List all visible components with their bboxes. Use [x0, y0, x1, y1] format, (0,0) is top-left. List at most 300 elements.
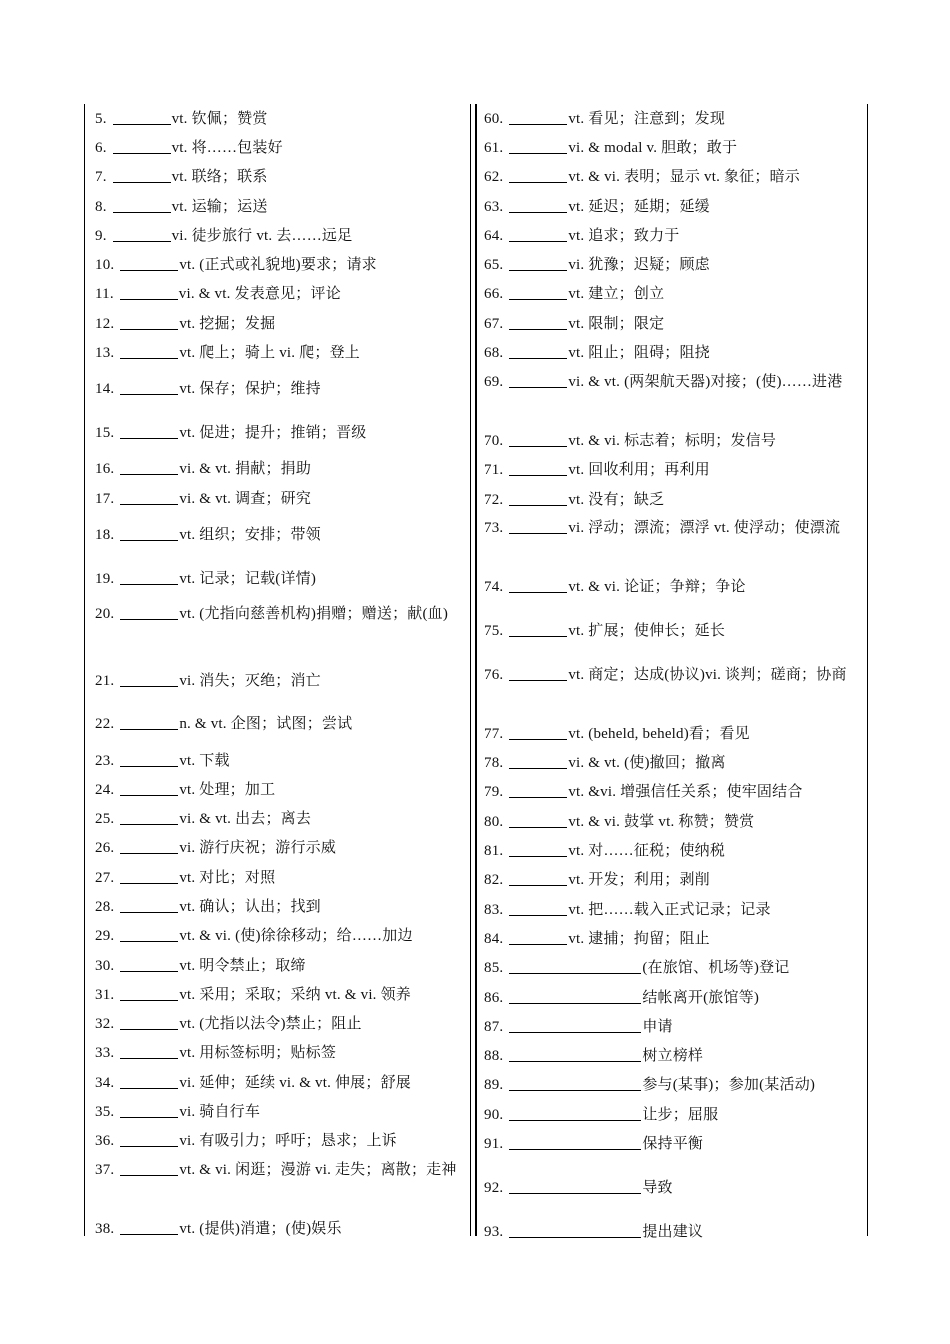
- answer-blank[interactable]: [120, 1219, 178, 1235]
- item-number: 64.: [484, 227, 504, 244]
- item-number: 69.: [484, 373, 504, 390]
- answer-blank[interactable]: [509, 518, 567, 534]
- vocab-item: [484, 749, 861, 778]
- item-definition: vi. & vt. 捐献；捐助: [179, 461, 312, 478]
- vocab-line: [484, 1071, 815, 1099]
- answer-blank[interactable]: [120, 838, 178, 854]
- item-definition: vt. 处理；加工: [179, 781, 276, 798]
- item-number: 33.: [95, 1045, 115, 1062]
- vocab-line: [484, 339, 710, 367]
- answer-blank[interactable]: [120, 459, 178, 475]
- vocab-item: [95, 863, 473, 892]
- vocab-item: [95, 746, 473, 775]
- answer-blank[interactable]: [120, 1160, 178, 1176]
- vocab-item: [484, 836, 861, 865]
- item-number: 26.: [95, 840, 115, 857]
- item-definition: 参与(某事)；参加(某活动): [642, 1077, 816, 1094]
- answer-blank[interactable]: [509, 753, 567, 769]
- item-number: 73.: [484, 520, 504, 537]
- item-number: 79.: [484, 784, 504, 801]
- item-definition: vt. 扩展；使伸长；延长: [568, 623, 726, 640]
- vocab-item: [95, 1010, 473, 1039]
- answer-blank[interactable]: [120, 868, 178, 884]
- vocab-item: [95, 484, 473, 513]
- item-definition: vt. (尤指以法令)禁止；阻止: [179, 1016, 362, 1033]
- item-number: 24.: [95, 781, 115, 798]
- item-number: 90.: [484, 1106, 504, 1123]
- answer-blank[interactable]: [509, 988, 641, 1004]
- vocab-line: [484, 163, 800, 191]
- item-number: 81.: [484, 843, 504, 860]
- answer-blank[interactable]: [120, 809, 178, 825]
- vocab-line: [95, 419, 366, 447]
- answer-blank[interactable]: [113, 197, 171, 213]
- answer-blank[interactable]: [120, 1102, 178, 1118]
- item-number: 30.: [95, 957, 115, 974]
- answer-blank[interactable]: [509, 812, 567, 828]
- answer-blank[interactable]: [509, 782, 567, 798]
- vocab-item: [95, 557, 473, 601]
- answer-blank[interactable]: [113, 109, 171, 125]
- item-number: 87.: [484, 1018, 504, 1035]
- answer-blank[interactable]: [120, 525, 178, 541]
- item-number: 35.: [95, 1104, 115, 1121]
- vocab-line: [484, 222, 679, 250]
- vocab-item: [95, 1097, 473, 1126]
- answer-blank[interactable]: [120, 1014, 178, 1030]
- vocab-item: [95, 411, 473, 455]
- vocab-item: [484, 983, 861, 1012]
- vocab-item: [95, 368, 473, 412]
- vocab-line: [484, 1101, 718, 1129]
- vocab-item: [95, 455, 473, 484]
- vocab-item: [484, 426, 861, 455]
- vocab-line: [484, 1042, 703, 1070]
- vocab-item: [95, 659, 473, 703]
- item-number: 15.: [95, 424, 115, 441]
- item-number: 62.: [484, 169, 504, 186]
- item-number: 31.: [95, 986, 115, 1003]
- item-number: 85.: [484, 960, 504, 977]
- item-number: 14.: [95, 381, 115, 398]
- item-definition: vi. 浮动；漂流；漂浮 vt. 使浮动；使漂流: [568, 520, 841, 537]
- vocab-item: [95, 922, 473, 951]
- vocab-line: [95, 455, 311, 483]
- vocab-line: [484, 427, 776, 455]
- vocab-line: [95, 280, 341, 308]
- item-definition: 树立榜样: [642, 1048, 704, 1065]
- vocab-item: [484, 104, 861, 133]
- vocab-item: [484, 309, 861, 338]
- vocab-item: [95, 513, 473, 557]
- item-definition: vt. (尤指向慈善机构)捐赠；赠送；献(血): [179, 606, 449, 623]
- vocab-line: [95, 667, 321, 695]
- answer-blank[interactable]: [113, 138, 171, 154]
- answer-blank[interactable]: [120, 985, 178, 1001]
- item-definition: vt. 钦佩；赞赏: [171, 110, 268, 127]
- item-definition: vt. 回收利用；再利用: [568, 462, 710, 479]
- item-number: 91.: [484, 1136, 504, 1153]
- answer-blank[interactable]: [120, 956, 178, 972]
- item-number: 84.: [484, 930, 504, 947]
- answer-blank[interactable]: [120, 897, 178, 913]
- item-number: 20.: [95, 606, 115, 623]
- vocab-line: [95, 1162, 457, 1178]
- item-definition: vi. & vt. 发表意见；评论: [178, 286, 341, 303]
- item-definition: vt. 限制；限定: [568, 315, 665, 332]
- item-definition: vt. 商定；达成(协议)vi. 谈判；磋商；协商: [568, 666, 847, 683]
- answer-blank[interactable]: [509, 167, 567, 183]
- answer-blank[interactable]: [509, 900, 567, 916]
- item-number: 67.: [484, 315, 504, 332]
- vocab-line: [95, 922, 413, 950]
- item-number: 38.: [95, 1221, 115, 1238]
- item-definition: vt. 逮捕；拘留；阻止: [568, 930, 710, 947]
- left-column: [84, 104, 473, 1236]
- answer-blank[interactable]: [509, 197, 567, 213]
- vocab-item: [484, 514, 861, 573]
- vocab-line: [484, 866, 710, 894]
- item-number: 8.: [95, 198, 107, 215]
- vocab-item: [484, 1129, 861, 1158]
- item-definition: vt. & vi. 表明；显示 vt. 象征；暗示: [568, 169, 800, 186]
- item-number: 88.: [484, 1048, 504, 1065]
- vocab-line: [484, 778, 803, 806]
- item-definition: 结帐离开(旅馆等): [642, 989, 760, 1006]
- vocab-line: [95, 163, 268, 191]
- vocab-item: [484, 368, 861, 427]
- item-number: 7.: [95, 169, 107, 186]
- item-definition: vt. 阻止；阻碍；阻挠: [568, 345, 710, 362]
- vocab-line: [484, 925, 710, 953]
- vocab-item: [95, 702, 473, 746]
- vocab-item: [95, 133, 473, 162]
- answer-blank[interactable]: [120, 255, 178, 271]
- vocab-line: [484, 954, 790, 982]
- answer-blank[interactable]: [509, 724, 567, 740]
- item-number: 25.: [95, 811, 115, 828]
- answer-blank[interactable]: [509, 841, 567, 857]
- vocab-item: [95, 192, 473, 221]
- vocab-line: [95, 310, 275, 338]
- answer-blank[interactable]: [509, 1046, 641, 1062]
- vocab-line: [95, 747, 230, 775]
- item-definition: vt. 明令禁止；取缔: [179, 957, 306, 974]
- vocab-item: [95, 104, 473, 133]
- answer-blank[interactable]: [120, 751, 178, 767]
- answer-blank[interactable]: [120, 671, 178, 687]
- vocab-line: [484, 105, 725, 133]
- item-definition: vt. (提供)消遣；(使)娱乐: [179, 1221, 342, 1238]
- item-definition: vt. 爬上；骑上 vi. 爬；登上: [179, 345, 360, 362]
- answer-blank[interactable]: [120, 569, 178, 585]
- item-number: 19.: [95, 570, 115, 587]
- item-definition: vt. 下载: [179, 752, 230, 769]
- item-definition: (在旅馆、机场等)登记: [642, 960, 790, 977]
- item-definition: vt. 把……载入正式记录；记录: [568, 901, 771, 918]
- vocab-line: [95, 606, 448, 622]
- vocab-line: [95, 805, 311, 833]
- answer-blank[interactable]: [509, 1134, 641, 1150]
- item-number: 10.: [95, 257, 115, 274]
- answer-blank[interactable]: [509, 958, 641, 974]
- answer-blank[interactable]: [509, 314, 567, 330]
- vocab-item: [484, 280, 861, 309]
- item-definition: 申请: [642, 1018, 673, 1035]
- vocab-item: [484, 192, 861, 221]
- item-definition: vt. 促进；提升；推销；晋级: [179, 424, 367, 441]
- answer-blank[interactable]: [120, 926, 178, 942]
- answer-blank[interactable]: [120, 423, 178, 439]
- vocab-line: [484, 1130, 703, 1158]
- vocab-line: [95, 952, 306, 980]
- right-item-list: [484, 104, 861, 1247]
- vocab-item: [484, 573, 861, 602]
- answer-blank[interactable]: [120, 1131, 178, 1147]
- answer-blank[interactable]: [509, 284, 567, 300]
- item-definition: vt. 组织；安排；带领: [179, 527, 321, 544]
- item-definition: vt. 运输；运送: [171, 198, 268, 215]
- vocab-line: [95, 1039, 336, 1067]
- answer-blank[interactable]: [120, 714, 178, 730]
- item-definition: 让步；屈服: [642, 1106, 719, 1123]
- item-number: 68.: [484, 345, 504, 362]
- vocab-item: [95, 1156, 473, 1215]
- answer-blank[interactable]: [509, 490, 567, 506]
- item-number: 77.: [484, 725, 504, 742]
- vocab-line: [95, 105, 268, 133]
- item-definition: vt. 建立；创立: [568, 286, 665, 303]
- answer-blank[interactable]: [120, 1073, 178, 1089]
- item-definition: vt. 确认；认出；找到: [179, 898, 321, 915]
- item-number: 86.: [484, 989, 504, 1006]
- vocab-line: [95, 251, 377, 279]
- item-definition: vt. & vi. 论证；争辩；争论: [568, 579, 746, 596]
- item-number: 71.: [484, 462, 504, 479]
- vocab-item: [484, 250, 861, 279]
- item-definition: vt. 没有；缺乏: [568, 491, 665, 508]
- vocab-item: [95, 600, 473, 659]
- item-number: 34.: [95, 1074, 115, 1091]
- right-column: [476, 104, 868, 1240]
- vocab-item: [95, 834, 473, 863]
- item-definition: vi. 游行庆祝；游行示威: [179, 840, 337, 857]
- answer-blank[interactable]: [113, 167, 171, 183]
- item-number: 72.: [484, 491, 504, 508]
- vocab-item: [95, 1215, 473, 1244]
- item-number: 9.: [95, 227, 107, 244]
- answer-blank[interactable]: [120, 379, 178, 395]
- item-number: 65.: [484, 257, 504, 274]
- left-item-list: [95, 104, 473, 1244]
- item-number: 23.: [95, 752, 115, 769]
- answer-blank[interactable]: [509, 1017, 641, 1033]
- answer-blank[interactable]: [120, 489, 178, 505]
- item-definition: vt. & vi. 鼓掌 vt. 称赞；赞赏: [568, 813, 755, 830]
- answer-blank[interactable]: [509, 460, 567, 476]
- vocab-line: [95, 339, 360, 367]
- item-number: 21.: [95, 672, 115, 689]
- vocab-line: [484, 667, 847, 683]
- item-number: 60.: [484, 110, 504, 127]
- item-definition: vt. 延迟；延期；延缓: [568, 198, 710, 215]
- item-definition: vi. 骑自行车: [179, 1104, 261, 1121]
- item-number: 80.: [484, 813, 504, 830]
- vocab-item: [484, 866, 861, 895]
- item-number: 29.: [95, 928, 115, 945]
- answer-blank[interactable]: [509, 621, 567, 637]
- answer-blank[interactable]: [120, 780, 178, 796]
- answer-blank[interactable]: [509, 343, 567, 359]
- vocab-item: [484, 133, 861, 162]
- vocab-item: [95, 221, 473, 250]
- item-number: 92.: [484, 1179, 504, 1196]
- answer-blank[interactable]: [509, 109, 567, 125]
- vocab-item: [95, 1127, 473, 1156]
- answer-blank[interactable]: [509, 372, 567, 388]
- item-definition: vi. & modal v. 胆敢；敢于: [568, 139, 738, 156]
- item-definition: vi. & vt. 出去；离去: [179, 811, 312, 828]
- item-definition: n. & vt. 企图；试图；尝试: [179, 716, 353, 733]
- vocab-line: [484, 456, 710, 484]
- answer-blank[interactable]: [509, 1222, 641, 1238]
- vocab-item: [95, 250, 473, 279]
- item-number: 18.: [95, 527, 115, 544]
- item-definition: vt. & vi. 闲逛；漫游 vi. 走失；离散；走神: [179, 1162, 457, 1179]
- item-definition: vt. (正式或礼貌地)要求；请求: [179, 257, 377, 274]
- vocab-line: [484, 193, 710, 221]
- vocab-line: [95, 375, 321, 403]
- item-number: 63.: [484, 198, 504, 215]
- vocab-item: [95, 804, 473, 833]
- item-definition: vt. 记录；记载(详情): [179, 570, 317, 587]
- vocab-line: [95, 864, 275, 892]
- vocab-line: [95, 193, 268, 221]
- answer-blank[interactable]: [509, 431, 567, 447]
- vocab-item: [484, 924, 861, 953]
- answer-blank[interactable]: [120, 343, 178, 359]
- vocab-item: [484, 602, 861, 661]
- answer-blank[interactable]: [509, 1178, 641, 1194]
- item-number: 89.: [484, 1077, 504, 1094]
- item-number: 75.: [484, 623, 504, 640]
- vocab-item: [484, 661, 861, 720]
- vocab-item: [484, 163, 861, 192]
- vocab-item: [95, 1039, 473, 1068]
- item-number: 76.: [484, 666, 504, 683]
- vocab-line: [484, 310, 664, 338]
- vocab-item: [95, 163, 473, 192]
- item-definition: vi. & vt. 调查；研究: [179, 490, 312, 507]
- vocab-item: [484, 1042, 861, 1071]
- answer-blank[interactable]: [509, 255, 567, 271]
- item-definition: 提出建议: [642, 1223, 704, 1240]
- item-definition: vi. 消失；灭绝；消亡: [179, 672, 321, 689]
- vocab-item: [95, 980, 473, 1009]
- answer-blank[interactable]: [509, 929, 567, 945]
- item-number: 28.: [95, 898, 115, 915]
- vocab-line: [95, 1098, 260, 1126]
- vocab-line: [95, 485, 311, 513]
- vocab-item: [95, 951, 473, 980]
- answer-blank[interactable]: [120, 284, 178, 300]
- item-number: 5.: [95, 110, 107, 127]
- vocab-line: [484, 374, 842, 390]
- item-number: 70.: [484, 432, 504, 449]
- answer-blank[interactable]: [509, 138, 567, 154]
- item-number: 27.: [95, 869, 115, 886]
- item-definition: vi. & vt. (使)撤回；撤离: [568, 755, 726, 772]
- item-definition: 保持平衡: [642, 1136, 704, 1153]
- item-number: 93.: [484, 1223, 504, 1240]
- vocab-line: [484, 617, 725, 645]
- answer-blank[interactable]: [509, 226, 567, 242]
- vocab-item: [95, 775, 473, 804]
- item-definition: vi. 延伸；延续 vi. & vt. 伸展；舒展: [179, 1074, 411, 1091]
- answer-blank[interactable]: [509, 1105, 641, 1121]
- item-definition: vt. 对比；对照: [179, 869, 276, 886]
- vocab-line: [95, 893, 321, 921]
- answer-blank[interactable]: [509, 665, 567, 681]
- item-definition: vi. & vt. (两架航天器)对接；(使)……进港: [568, 373, 843, 390]
- item-definition: vi. 徒步旅行 vt. 去……远足: [171, 227, 353, 244]
- item-number: 17.: [95, 490, 115, 507]
- item-definition: vt. & vi. (使)徐徐移动；给……加边: [179, 928, 413, 945]
- vocab-line: [484, 134, 737, 162]
- item-definition: vt. 看见；注意到；发现: [568, 110, 726, 127]
- vocab-line: [95, 1010, 362, 1038]
- answer-blank[interactable]: [120, 314, 178, 330]
- answer-blank[interactable]: [509, 577, 567, 593]
- vocab-line: [95, 981, 411, 1009]
- vocab-line: [95, 776, 275, 804]
- item-definition: vt. 保存；保护；维持: [179, 381, 321, 398]
- item-definition: 导致: [642, 1179, 673, 1196]
- vocab-line: [484, 984, 759, 1012]
- answer-blank[interactable]: [509, 870, 567, 886]
- answer-blank[interactable]: [120, 1043, 178, 1059]
- item-definition: vt. & vi. 标志着；标明；发信号: [568, 432, 777, 449]
- item-definition: vt. 对……征税；使纳税: [568, 843, 726, 860]
- vocab-item: [484, 1159, 861, 1218]
- vocab-item: [95, 1068, 473, 1097]
- item-definition: vt. &vi. 增强信任关系；使牢固结合: [568, 784, 803, 801]
- vocabulary-worksheet: [84, 104, 866, 1240]
- vocab-line: [484, 1013, 673, 1041]
- answer-blank[interactable]: [113, 226, 171, 242]
- vocab-item: [95, 309, 473, 338]
- vocab-line: [484, 520, 840, 536]
- vocab-line: [484, 896, 771, 924]
- vocab-item: [95, 338, 473, 367]
- item-definition: vt. 开发；利用；剥削: [568, 872, 710, 889]
- vocab-line: [484, 749, 726, 777]
- vocab-item: [484, 221, 861, 250]
- item-number: 36.: [95, 1133, 115, 1150]
- vocab-item: [95, 892, 473, 921]
- vocab-line: [484, 280, 664, 308]
- answer-blank[interactable]: [509, 1075, 641, 1091]
- answer-blank[interactable]: [120, 604, 178, 620]
- item-definition: vi. 犹豫；迟疑；顾虑: [568, 257, 710, 274]
- vocab-item: [484, 456, 861, 485]
- vocab-line: [484, 1174, 673, 1202]
- vocab-line: [95, 834, 336, 862]
- item-definition: vt. 采用；采取；采纳 vt. & vi. 领养: [179, 986, 411, 1003]
- vocab-line: [484, 573, 746, 601]
- vocab-item: [484, 807, 861, 836]
- vocab-item: [484, 895, 861, 924]
